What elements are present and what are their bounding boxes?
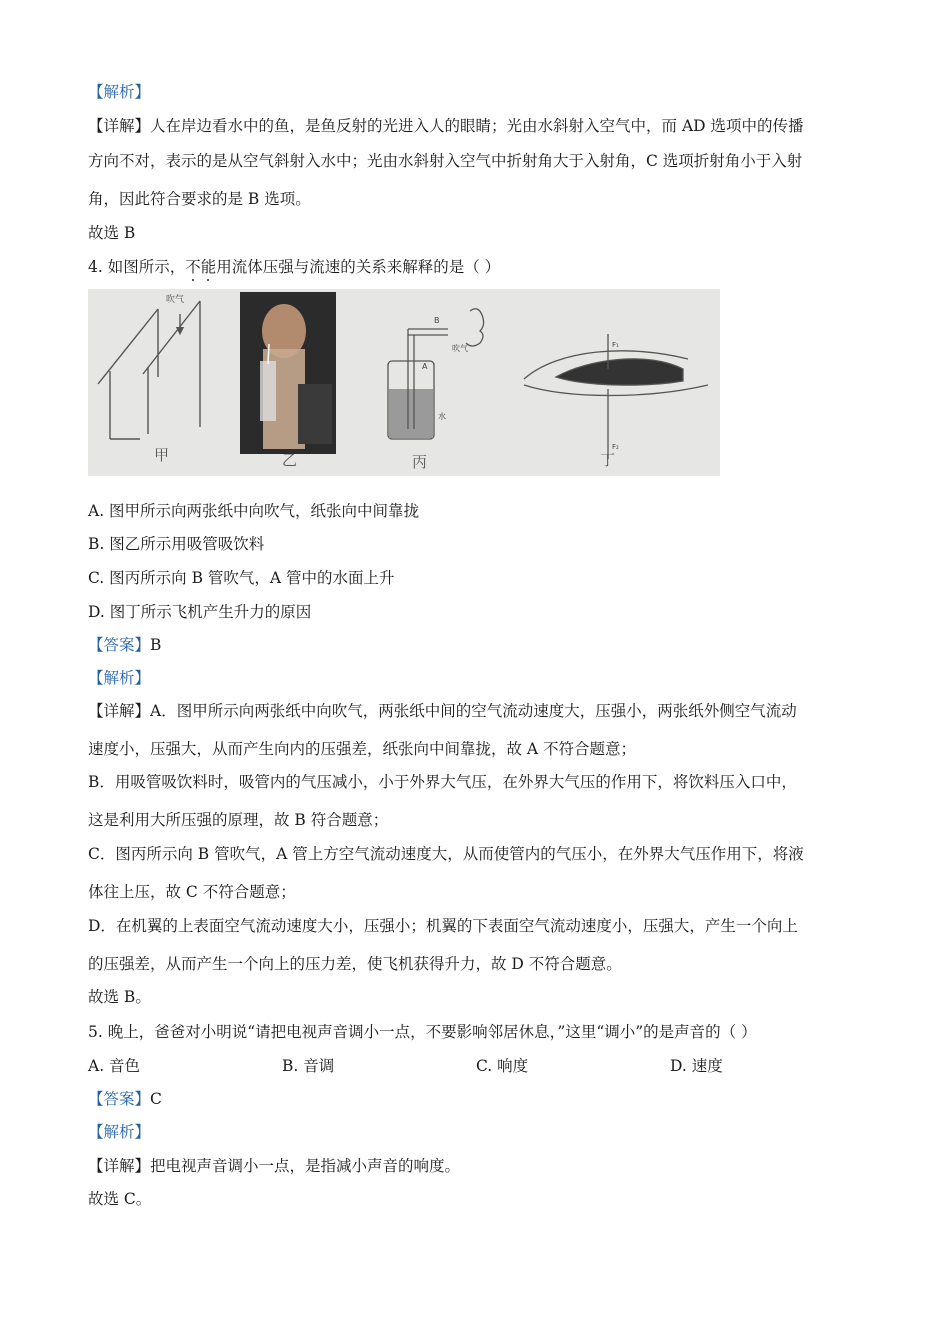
option-c: C. 图丙所示向 B 管吹气，A 管中的水面上升 — [88, 569, 395, 587]
answer-value: C — [150, 1090, 162, 1108]
figure-label-ding: 丁 — [600, 451, 616, 469]
blow-label: 吹气 — [166, 295, 185, 305]
detail-line: 的压强差，从而产生一个向上的压力差，使飞机获得升力，故 D 不符合题意。 — [88, 955, 622, 973]
question-stem: 4. 如图所示，不能用流体压强与流速的关系来解释的是（ ） — [88, 258, 501, 276]
detail-tag: 【详解】 — [88, 702, 151, 720]
question-figure — [88, 289, 720, 476]
conclusion: 故选 C。 — [88, 1190, 152, 1208]
detail-line: 方向不对，表示的是从空气斜射入水中；光由水斜射入空气中折射角大于入射角，C 选项折射角小于入射 — [88, 152, 803, 170]
conclusion: 故选 B — [88, 224, 136, 242]
detail-line: 角，因此符合要求的是 B 选项。 — [88, 190, 311, 208]
detail-paragraph: 【详解】A．图甲所示向两张纸中向吹气，两张纸中间的空气流动速度大，压强小，两张纸外侧空气流动 — [88, 702, 797, 720]
detail-line: B．用吸管吸饮料时，吸管内的气压减小，小于外界大气压，在外界大气压的作用下，将饮料压入口中， — [88, 773, 797, 791]
option-a: A. 音色 — [88, 1057, 141, 1075]
tube-b-label: B — [434, 316, 440, 325]
analysis-tag: 【解析】 — [88, 669, 151, 687]
analysis-tag: 【解析】 — [88, 83, 151, 101]
detail-paragraph: 【详解】人在岸边看水中的鱼，是鱼反射的光进入人的眼睛；光由水斜射入空气中，而 AD 选项中的传播 — [88, 117, 804, 135]
answer-tag: 【答案】 — [88, 636, 151, 654]
detail-line: D．在机翼的上表面空气流动速度大小，压强小；机翼的下表面空气流动速度小，压强大，产生一个向上 — [88, 917, 798, 935]
answer-value: B — [150, 636, 162, 654]
paper-diagram — [98, 301, 200, 439]
option-d: D. 速度 — [670, 1057, 723, 1075]
figure-label-jia: 甲 — [154, 446, 170, 464]
beaker-diagram — [388, 309, 484, 439]
detail-line: 速度小，压强大，从而产生向内的压强差，纸张向中间靠拢，故 A 不符合题意； — [88, 740, 637, 758]
tube-a-label: A — [422, 362, 428, 371]
figure-label-bing: 丙 — [412, 453, 428, 471]
figure-label-yi: 乙 — [282, 451, 298, 469]
analysis-tag: 【解析】 — [88, 1123, 151, 1141]
answer-line — [88, 635, 161, 655]
detail-paragraph: 【详解】把电视声音调小一点，是指减小声音的响度。 — [88, 1157, 461, 1175]
photo-child — [240, 292, 336, 454]
detail-tag: 【详解】 — [88, 1157, 151, 1175]
figure-illustration — [88, 289, 720, 476]
detail-line: C．图丙所示向 B 管吹气，A 管上方空气流动速度大，从而使管内的气压小，在外界大气压作用下，将液 — [88, 845, 804, 863]
answer-line — [88, 1089, 162, 1109]
option-d: D. 图丁所示飞机产生升力的原因 — [88, 603, 312, 621]
detail-tag: 【详解】 — [88, 117, 151, 135]
conclusion: 故选 B。 — [88, 988, 151, 1006]
option-b: B. 音调 — [282, 1057, 335, 1075]
blow-label-2: 吹气 — [452, 344, 468, 353]
force-f2-label: F₂ — [612, 443, 619, 451]
water-label: 水 — [438, 412, 446, 421]
option-c: C. 响度 — [476, 1057, 529, 1075]
option-b: B. 图乙所示用吸管吸饮料 — [88, 535, 265, 553]
detail-line: 这是利用大所压强的原理，故 B 符合题意； — [88, 811, 389, 829]
detail-line: 体往上压，故 C 不符合题意； — [88, 883, 296, 901]
option-a: A. 图甲所示向两张纸中向吹气，纸张向中间靠拢 — [88, 502, 420, 520]
answer-tag: 【答案】 — [88, 1090, 151, 1108]
question-stem: 5. 晚上，爸爸对小明说“请把电视声音调小一点，不要影响邻居休息，”这里“调小”的是声音的（ ） — [88, 1023, 757, 1041]
wing-diagram — [524, 334, 708, 459]
force-f1-label: F₁ — [612, 341, 619, 349]
